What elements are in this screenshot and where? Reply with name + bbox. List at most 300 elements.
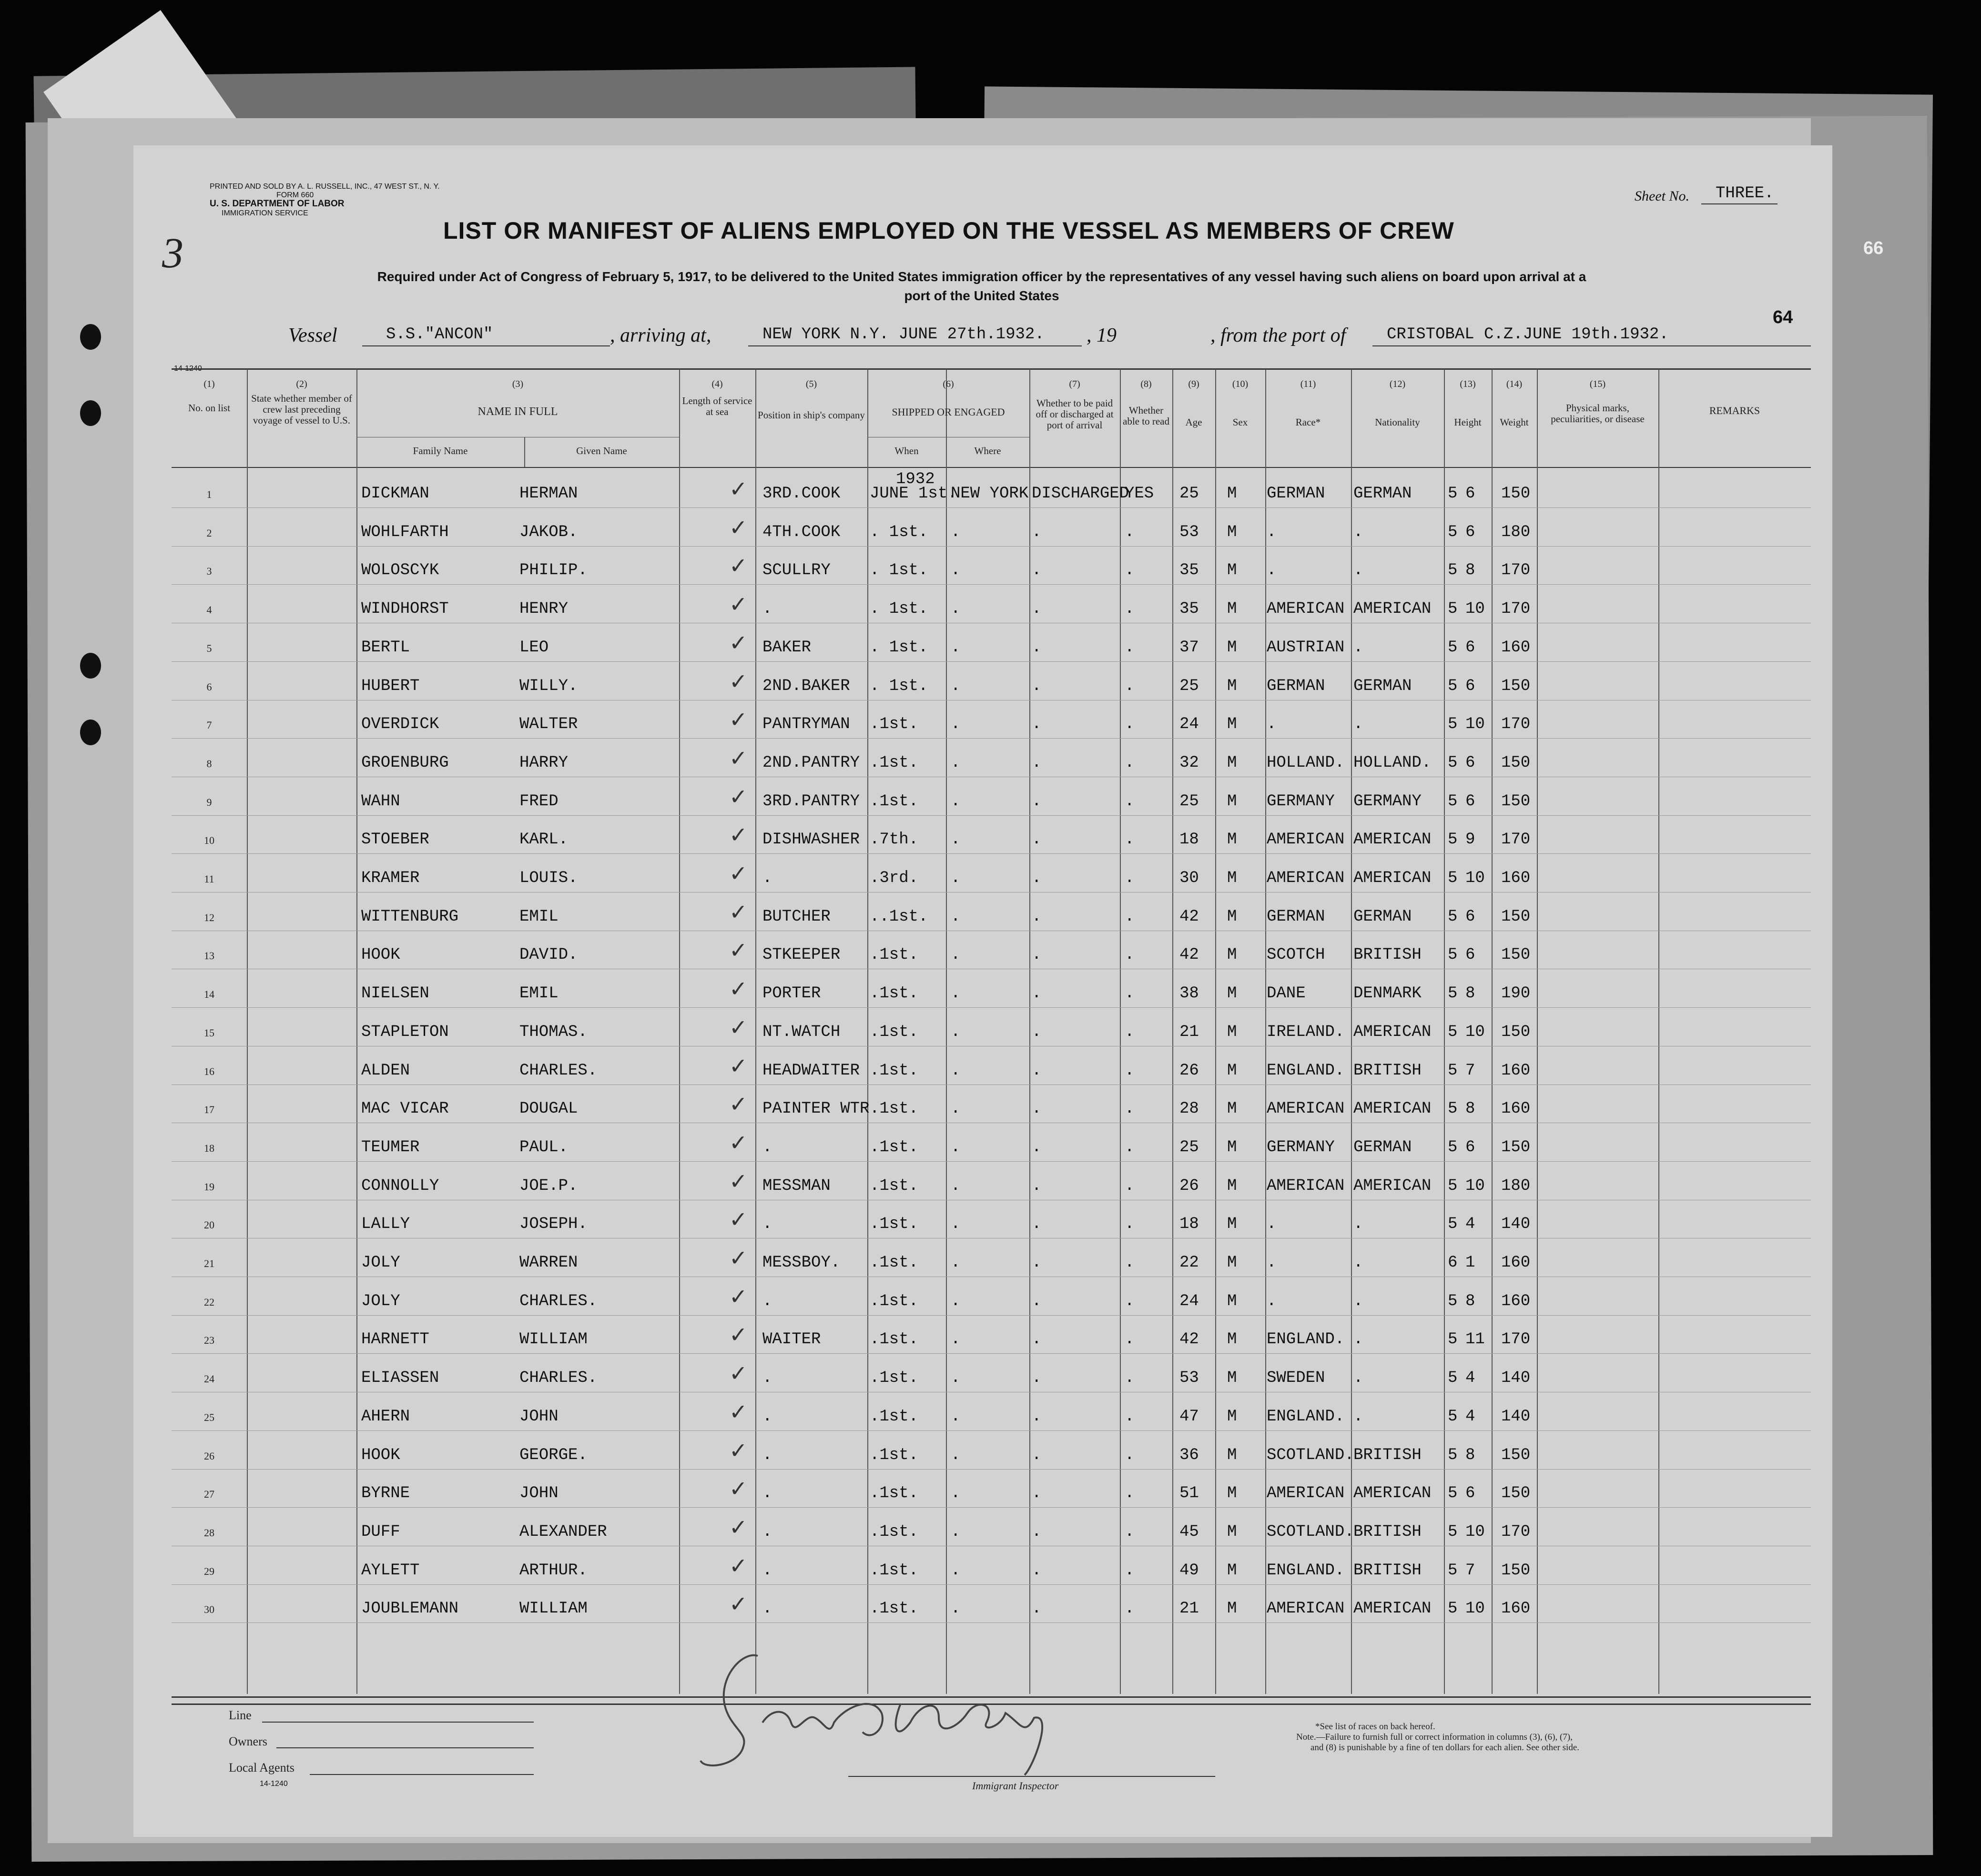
- cell-read: .: [1125, 869, 1135, 887]
- col-number: (9): [1188, 379, 1199, 389]
- cell-sex: M: [1227, 677, 1237, 695]
- cell-sex: M: [1227, 1292, 1237, 1310]
- cell-family: DUFF: [361, 1522, 400, 1541]
- checkmark-icon: ✓: [729, 1207, 748, 1233]
- cell-read: .: [1125, 1292, 1135, 1310]
- cell-position: STKEEPER: [762, 946, 841, 964]
- cell-read: .: [1125, 715, 1135, 734]
- cell-weight: 160: [1501, 1100, 1531, 1118]
- cell-given: LEO: [519, 638, 549, 657]
- cell-no: 18: [204, 1142, 214, 1154]
- cell-race: SCOTLAND.: [1267, 1446, 1354, 1464]
- cell-no: 1: [206, 488, 212, 500]
- sheet-number-underline: [1701, 203, 1778, 204]
- checkmark-icon: ✓: [729, 1552, 748, 1579]
- year-1932: 1932: [896, 470, 935, 488]
- cell-weight: 180: [1501, 1176, 1531, 1195]
- cell-discharged: .: [1032, 1061, 1042, 1080]
- cell-nationality: BRITISH: [1353, 1561, 1422, 1580]
- cell-ht-in: 10: [1465, 869, 1485, 887]
- local-agents-label: Local Agents: [229, 1761, 295, 1775]
- row-rule: [172, 1161, 1811, 1162]
- cell-given: DAVID.: [519, 946, 578, 964]
- cell-position: 2ND.PANTRY: [762, 753, 860, 772]
- cell-read: .: [1125, 1023, 1135, 1041]
- cell-sex: M: [1227, 831, 1237, 849]
- cell-when: .1st.: [870, 715, 919, 734]
- cell-no: 11: [204, 873, 214, 885]
- cell-ht-in: 11: [1465, 1330, 1485, 1349]
- cell-when: .1st.: [870, 1330, 919, 1349]
- cell-weight: 170: [1501, 1522, 1531, 1541]
- cell-race: AMERICAN: [1267, 1484, 1345, 1503]
- row-rule: [172, 1622, 1811, 1623]
- col-number: (10): [1232, 379, 1249, 389]
- cell-ht-ft: 5: [1448, 1561, 1458, 1580]
- cell-position: SCULLRY: [762, 561, 831, 580]
- col-line: [1444, 369, 1445, 1694]
- cell-family: WOLOSCYK: [361, 561, 439, 580]
- cell-no: 30: [204, 1603, 214, 1616]
- cell-age: 28: [1179, 1100, 1199, 1118]
- header-height: Height: [1454, 416, 1482, 428]
- cell-no: 26: [204, 1450, 214, 1462]
- cell-ht-ft: 5: [1448, 869, 1458, 887]
- cell-ht-in: 10: [1465, 1023, 1485, 1041]
- col-number: (3): [512, 379, 524, 389]
- binder-hole: [80, 324, 101, 350]
- cell-discharged: .: [1032, 1100, 1042, 1118]
- cell-given: HENRY: [519, 600, 569, 619]
- binder-hole: [80, 400, 101, 426]
- vessel-underline: [362, 345, 610, 346]
- cell-ht-in: 6: [1465, 907, 1475, 926]
- cell-position: .: [762, 1292, 772, 1310]
- cell-family: AHERN: [361, 1407, 410, 1426]
- cell-when: .1st.: [870, 1176, 919, 1195]
- cell-ht-in: 6: [1465, 1484, 1475, 1503]
- cell-race: SCOTCH: [1267, 946, 1325, 964]
- cell-read: .: [1125, 792, 1135, 811]
- cell-when: .1st.: [870, 1215, 919, 1234]
- from-port-label: , from the port of: [1210, 324, 1346, 346]
- cell-discharged: .: [1032, 523, 1042, 541]
- cell-ht-in: 10: [1465, 1522, 1485, 1541]
- cell-ht-in: 8: [1465, 1446, 1475, 1464]
- cell-weight: 150: [1501, 677, 1531, 695]
- cell-age: 24: [1179, 1292, 1199, 1310]
- cell-no: 22: [204, 1296, 214, 1308]
- cell-no: 27: [204, 1488, 214, 1501]
- checkmark-icon: ✓: [729, 1514, 748, 1540]
- cell-race: .: [1267, 1215, 1277, 1234]
- cell-given: JOHN: [519, 1407, 559, 1426]
- cell-ht-ft: 5: [1448, 600, 1458, 619]
- cell-given: EMIL: [519, 984, 559, 1003]
- header-where: Where: [974, 445, 1001, 456]
- departure-underline: [1372, 345, 1811, 346]
- document-subtitle-line2: port of the United States: [904, 288, 1059, 303]
- cell-family: NIELSEN: [361, 984, 429, 1003]
- cell-where: .: [951, 907, 961, 926]
- owners-label: Owners: [229, 1734, 267, 1748]
- cell-ht-in: 10: [1465, 1600, 1485, 1618]
- cell-read: .: [1125, 907, 1135, 926]
- cell-where: .: [951, 984, 961, 1003]
- cell-where: NEW YORK: [951, 485, 1029, 503]
- col-line: [356, 369, 357, 1694]
- document-subtitle-line1: Required under Act of Congress of February 5, 1917, to be delivered to the United States immigration officer by the representatives of any vessel having such aliens on board upon arrival at a: [377, 269, 1586, 284]
- header-given-name: Given Name: [576, 445, 627, 456]
- header-shipped-engaged: SHIPPED OR ENGAGED: [892, 406, 1005, 418]
- row-rule: [172, 584, 1811, 585]
- cell-where: .: [951, 1023, 961, 1041]
- cell-where: .: [951, 1369, 961, 1388]
- cell-ht-in: 9: [1465, 831, 1475, 849]
- arrival-port-date: NEW YORK N.Y. JUNE 27th.1932.: [762, 325, 1045, 344]
- cell-where: .: [951, 561, 961, 580]
- binder-hole: [80, 720, 101, 745]
- cell-discharged: .: [1032, 1600, 1042, 1618]
- cell-where: .: [951, 1484, 961, 1503]
- checkmark-icon: ✓: [729, 861, 748, 886]
- cell-ht-ft: 5: [1448, 485, 1458, 503]
- cell-weight: 170: [1501, 831, 1531, 849]
- cell-race: GERMAN: [1267, 677, 1325, 695]
- cell-weight: 160: [1501, 869, 1531, 887]
- col-line: [867, 369, 868, 1694]
- col-line: [679, 369, 680, 1694]
- cell-family: HOOK: [361, 1446, 400, 1464]
- header-nationality: Nationality: [1375, 416, 1420, 428]
- cell-position: .: [762, 1407, 772, 1426]
- cell-weight: 150: [1501, 946, 1531, 964]
- cell-ht-in: 1: [1465, 1254, 1475, 1272]
- cell-when: .1st.: [870, 946, 919, 964]
- cell-read: .: [1125, 1446, 1135, 1464]
- inspector-signature: [691, 1646, 1239, 1789]
- header-sex: Sex: [1232, 416, 1248, 428]
- cell-race: .: [1267, 715, 1277, 734]
- row-rule: [172, 815, 1811, 816]
- cell-nationality: GERMAN: [1353, 677, 1412, 695]
- header-age: Age: [1185, 416, 1202, 428]
- cell-where: .: [951, 1100, 961, 1118]
- cell-ht-ft: 5: [1448, 1292, 1458, 1310]
- vessel-label: Vessel: [288, 324, 337, 346]
- cell-read: .: [1125, 1254, 1135, 1272]
- cell-age: 38: [1179, 984, 1199, 1003]
- checkmark-icon: ✓: [729, 1245, 748, 1271]
- cell-race: ENGLAND.: [1267, 1407, 1345, 1426]
- col-line: [755, 369, 756, 1694]
- cell-no: 17: [204, 1104, 214, 1116]
- cell-family: CONNOLLY: [361, 1176, 439, 1195]
- cell-ht-in: 8: [1465, 1292, 1475, 1310]
- header-remarks: REMARKS: [1709, 405, 1760, 416]
- cell-when: .1st.: [870, 1561, 919, 1580]
- cell-given: HERMAN: [519, 485, 578, 503]
- cell-age: 45: [1179, 1522, 1199, 1541]
- cell-ht-ft: 6: [1448, 1254, 1458, 1272]
- cell-given: DOUGAL: [519, 1100, 578, 1118]
- cell-no: 9: [206, 796, 212, 808]
- cell-no: 8: [206, 757, 212, 770]
- cell-where: .: [951, 1330, 961, 1349]
- cell-ht-ft: 5: [1448, 946, 1458, 964]
- cell-given: CHARLES.: [519, 1369, 598, 1388]
- cell-discharged: .: [1032, 1407, 1042, 1426]
- cell-family: TEUMER: [361, 1138, 420, 1156]
- cell-position: .: [762, 1369, 772, 1388]
- cell-given: JOSEPH.: [519, 1215, 588, 1234]
- cell-given: KARL.: [519, 831, 569, 849]
- cell-ht-ft: 5: [1448, 907, 1458, 926]
- cell-position: .: [762, 1138, 772, 1156]
- col-line: [1351, 369, 1352, 1694]
- checkmark-icon: ✓: [729, 629, 748, 656]
- row-rule: [172, 853, 1811, 854]
- cell-race: .: [1267, 1254, 1277, 1272]
- checkmark-icon: ✓: [729, 668, 748, 694]
- cell-sex: M: [1227, 1600, 1237, 1618]
- cell-position: MESSBOY.: [762, 1254, 841, 1272]
- cell-family: LALLY: [361, 1215, 410, 1234]
- cell-discharged: .: [1032, 715, 1042, 734]
- cell-ht-ft: 5: [1448, 792, 1458, 811]
- checkmark-icon: ✓: [729, 1437, 748, 1463]
- header-family-name: Family Name: [413, 445, 468, 456]
- cell-sex: M: [1227, 638, 1237, 657]
- cell-discharged: .: [1032, 1176, 1042, 1195]
- cell-where: .: [951, 869, 961, 887]
- cell-position: PORTER: [762, 984, 821, 1003]
- checkmark-icon: ✓: [729, 1129, 748, 1156]
- col-number: (2): [296, 379, 307, 389]
- cell-age: 32: [1179, 753, 1199, 772]
- page-number-outer: 66: [1863, 238, 1884, 258]
- checkmark-icon: ✓: [729, 1591, 748, 1617]
- cell-no: 16: [204, 1065, 214, 1077]
- cell-nationality: .: [1353, 1407, 1363, 1426]
- row-rule: [172, 738, 1811, 739]
- cell-ht-ft: 5: [1448, 1061, 1458, 1080]
- cell-no: 7: [206, 719, 212, 731]
- cell-sex: M: [1227, 561, 1237, 580]
- checkmark-icon: ✓: [729, 1476, 748, 1502]
- col-line: [1120, 369, 1121, 1694]
- cell-where: .: [951, 1522, 961, 1541]
- cell-race: GERMAN: [1267, 907, 1325, 926]
- col-number: (12): [1389, 379, 1406, 389]
- cell-position: 4TH.COOK: [762, 523, 841, 541]
- arrival-underline: [748, 345, 1082, 346]
- cell-family: DICKMAN: [361, 485, 429, 503]
- cell-discharged: .: [1032, 561, 1042, 580]
- cell-sex: M: [1227, 600, 1237, 619]
- cell-age: 25: [1179, 792, 1199, 811]
- cell-race: AMERICAN: [1267, 600, 1345, 619]
- cell-ht-ft: 5: [1448, 1023, 1458, 1041]
- cell-ht-ft: 5: [1448, 561, 1458, 580]
- cell-read: .: [1125, 1484, 1135, 1503]
- header-weight: Weight: [1500, 416, 1529, 428]
- cell-ht-in: 10: [1465, 715, 1485, 734]
- cell-read: .: [1125, 523, 1135, 541]
- cell-nationality: GERMANY: [1353, 792, 1422, 811]
- cell-discharged: .: [1032, 1254, 1042, 1272]
- cell-age: 25: [1179, 1138, 1199, 1156]
- cell-no: 19: [204, 1180, 214, 1193]
- checkmark-icon: ✓: [729, 976, 748, 1002]
- cell-discharged: .: [1032, 1369, 1042, 1388]
- cell-read: .: [1125, 753, 1135, 772]
- cell-when: . 1st.: [870, 523, 928, 541]
- cell-ht-ft: 5: [1448, 1369, 1458, 1388]
- checkmark-icon: ✓: [729, 1053, 748, 1079]
- checkmark-icon: ✓: [729, 822, 748, 848]
- stamp-number: 64: [1773, 307, 1793, 327]
- cell-read: .: [1125, 831, 1135, 849]
- cell-ht-in: 6: [1465, 753, 1475, 772]
- cell-ht-ft: 5: [1448, 1330, 1458, 1349]
- cell-weight: 160: [1501, 1061, 1531, 1080]
- cell-family: STOEBER: [361, 831, 429, 849]
- cell-sex: M: [1227, 1254, 1237, 1272]
- cell-when: .3rd.: [870, 869, 919, 887]
- cell-when: . 1st.: [870, 600, 928, 619]
- checkmark-icon: ✓: [729, 514, 748, 540]
- cell-ht-ft: 5: [1448, 1600, 1458, 1618]
- document-title: LIST OR MANIFEST OF ALIENS EMPLOYED ON THE VESSEL AS MEMBERS OF CREW: [443, 217, 1454, 244]
- cell-family: AYLETT: [361, 1561, 420, 1580]
- cell-when: .1st.: [870, 984, 919, 1003]
- checkmark-icon: ✓: [729, 1168, 748, 1194]
- col-line: [1265, 369, 1266, 1694]
- cell-age: 18: [1179, 1215, 1199, 1234]
- cell-weight: 190: [1501, 984, 1531, 1003]
- cell-race: AMERICAN: [1267, 1176, 1345, 1195]
- col-line: [1029, 369, 1030, 1694]
- cell-position: .: [762, 1215, 772, 1234]
- cell-nationality: AMERICAN: [1353, 1600, 1432, 1618]
- cell-position: .: [762, 1446, 772, 1464]
- cell-sex: M: [1227, 1330, 1237, 1349]
- cell-ht-ft: 5: [1448, 715, 1458, 734]
- cell-ht-in: 4: [1465, 1407, 1475, 1426]
- col-number: (15): [1589, 379, 1606, 389]
- cell-discharged: .: [1032, 792, 1042, 811]
- departure-port-date: CRISTOBAL C.Z.JUNE 19th.1932.: [1387, 325, 1669, 344]
- header-race: Race*: [1295, 416, 1321, 428]
- cell-read: .: [1125, 1215, 1135, 1234]
- row-rule: [172, 1315, 1811, 1316]
- header-position: Position in ship's company: [758, 409, 865, 421]
- checkmark-icon: ✓: [729, 1283, 748, 1309]
- cell-given: LOUIS.: [519, 869, 578, 887]
- checkmark-icon: ✓: [729, 1091, 748, 1117]
- col-line: [946, 369, 947, 1694]
- cell-given: GEORGE.: [519, 1446, 588, 1464]
- cell-sex: M: [1227, 984, 1237, 1003]
- cell-ht-ft: 5: [1448, 523, 1458, 541]
- header-prior-voyage: State whether member of crew last preceding voyage of vessel to U.S.: [251, 393, 352, 426]
- cell-age: 21: [1179, 1023, 1199, 1041]
- cell-where: .: [951, 638, 961, 657]
- cell-race: HOLLAND.: [1267, 753, 1345, 772]
- cell-age: 35: [1179, 561, 1199, 580]
- cell-no: 24: [204, 1373, 214, 1385]
- cell-family: WOHLFARTH: [361, 523, 449, 541]
- cell-race: ENGLAND.: [1267, 1061, 1345, 1080]
- cell-sex: M: [1227, 1061, 1237, 1080]
- cell-nationality: AMERICAN: [1353, 1023, 1432, 1041]
- cell-discharged: .: [1032, 1292, 1042, 1310]
- cell-nationality: .: [1353, 1215, 1363, 1234]
- cell-when: .1st.: [870, 1522, 919, 1541]
- checkmark-icon: ✓: [729, 745, 748, 771]
- cell-read: .: [1125, 946, 1135, 964]
- cell-discharged: .: [1032, 1023, 1042, 1041]
- cell-read: .: [1125, 638, 1135, 657]
- cell-ht-in: 8: [1465, 1100, 1475, 1118]
- cell-ht-ft: 5: [1448, 638, 1458, 657]
- cell-when: .1st.: [870, 1138, 919, 1156]
- cell-given: EMIL: [519, 907, 559, 926]
- cell-ht-ft: 5: [1448, 984, 1458, 1003]
- cell-ht-ft: 5: [1448, 1176, 1458, 1195]
- col-line: [1658, 369, 1659, 1694]
- cell-where: .: [951, 1446, 961, 1464]
- cell-when: .7th.: [870, 831, 919, 849]
- cell-given: ARTHUR.: [519, 1561, 588, 1580]
- cell-position: .: [762, 1484, 772, 1503]
- cell-ht-ft: 5: [1448, 1100, 1458, 1118]
- cell-nationality: AMERICAN: [1353, 1484, 1432, 1503]
- cell-ht-in: 6: [1465, 792, 1475, 811]
- cell-family: JOUBLEMANN: [361, 1600, 459, 1618]
- cell-discharged: .: [1032, 677, 1042, 695]
- cell-where: .: [951, 1215, 961, 1234]
- cell-given: WILLY.: [519, 677, 578, 695]
- cell-read: .: [1125, 1522, 1135, 1541]
- cell-discharged: .: [1032, 1215, 1042, 1234]
- cell-where: .: [951, 1254, 961, 1272]
- cell-age: 47: [1179, 1407, 1199, 1426]
- cell-nationality: .: [1353, 523, 1363, 541]
- header-separator: [172, 467, 1811, 468]
- cell-age: 42: [1179, 1330, 1199, 1349]
- col-line: [247, 369, 248, 1694]
- cell-no: 5: [206, 642, 212, 654]
- cell-ht-ft: 5: [1448, 831, 1458, 849]
- cell-discharged: .: [1032, 1138, 1042, 1156]
- col-number: (11): [1300, 379, 1316, 389]
- checkmark-icon: ✓: [729, 1014, 748, 1040]
- cell-weight: 170: [1501, 715, 1531, 734]
- inspector-underline: [848, 1776, 1215, 1777]
- cell-family: WITTENBURG: [361, 907, 459, 926]
- checkmark-icon: ✓: [729, 1360, 748, 1387]
- cell-family: OVERDICK: [361, 715, 439, 734]
- cell-weight: 180: [1501, 523, 1531, 541]
- cell-when: . 1st.: [870, 677, 928, 695]
- header-name-in-full: NAME IN FULL: [477, 406, 558, 418]
- cell-discharged: .: [1032, 1330, 1042, 1349]
- checkmark-icon: ✓: [729, 707, 748, 733]
- checkmark-icon: ✓: [729, 476, 748, 502]
- cell-family: HUBERT: [361, 677, 420, 695]
